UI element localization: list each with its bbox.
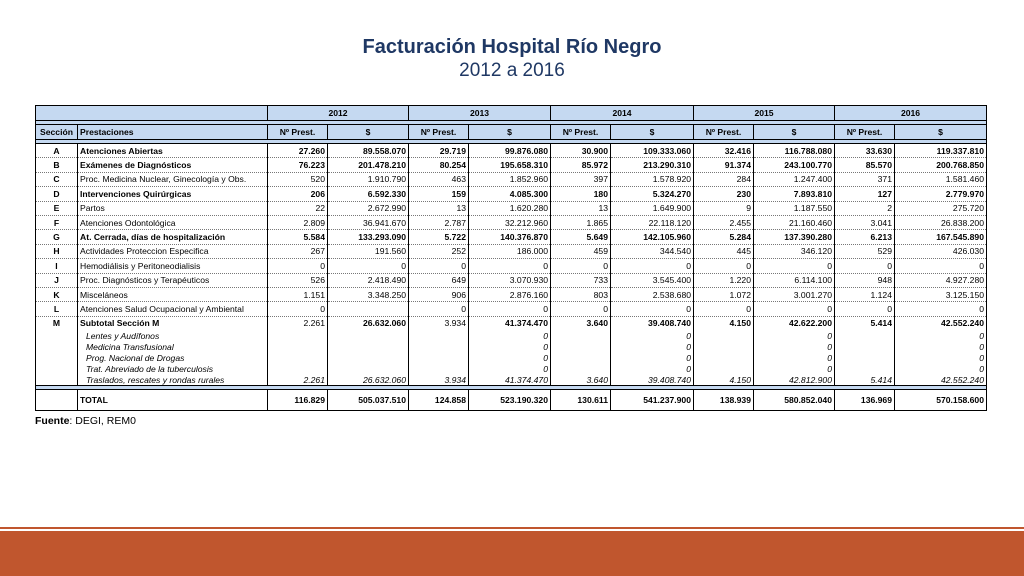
row-value: 206 xyxy=(268,187,328,201)
row-label: Prog. Nacional de Drogas xyxy=(78,352,268,363)
row-value: 344.540 xyxy=(611,244,694,258)
row-value: 0 xyxy=(611,352,694,363)
row-code: B xyxy=(36,158,78,172)
row-value: 4.927.280 xyxy=(895,273,987,287)
row-value: 463 xyxy=(409,172,469,186)
row-value: 0 xyxy=(469,330,551,341)
row-value xyxy=(694,341,754,352)
row-label: Proc. Diagnósticos y Terapéuticos xyxy=(78,273,268,287)
row-code: M xyxy=(36,316,78,330)
row-label: Misceláneos xyxy=(78,287,268,301)
row-value: 0 xyxy=(611,302,694,316)
row-value xyxy=(328,363,409,374)
row-value: 2.876.160 xyxy=(469,287,551,301)
subtotal-row xyxy=(36,316,987,330)
row-value: 3.640 xyxy=(551,374,611,386)
row-value: 41.374.470 xyxy=(469,374,551,386)
column-header-money: $ xyxy=(895,125,987,140)
row-value: 0 xyxy=(754,330,835,341)
table-row xyxy=(36,187,987,201)
row-value: 3.640 xyxy=(551,316,611,330)
row-label: Lentes y Audífonos xyxy=(78,330,268,341)
row-value xyxy=(268,341,328,352)
row-value: 0 xyxy=(754,363,835,374)
row-value: 32.416 xyxy=(694,144,754,158)
row-value xyxy=(409,363,469,374)
year-header: 2016 xyxy=(835,106,987,121)
row-value: 426.030 xyxy=(895,244,987,258)
row-value xyxy=(551,341,611,352)
table-row xyxy=(36,302,987,316)
row-code xyxy=(36,374,78,386)
row-value: 85.570 xyxy=(835,158,895,172)
row-code xyxy=(36,330,78,341)
row-value: 3.001.270 xyxy=(754,287,835,301)
row-value: 76.223 xyxy=(268,158,328,172)
row-value: 99.876.080 xyxy=(469,144,551,158)
row-value: 371 xyxy=(835,172,895,186)
row-value: 2.261 xyxy=(268,316,328,330)
row-value: 195.658.310 xyxy=(469,158,551,172)
row-value: 32.212.960 xyxy=(469,215,551,229)
row-value: 0 xyxy=(895,330,987,341)
row-label: Atenciones Odontológica xyxy=(78,215,268,229)
row-value: 1.072 xyxy=(694,287,754,301)
row-label: At. Cerrada, días de hospitalización xyxy=(78,230,268,244)
row-value: 21.160.460 xyxy=(754,215,835,229)
row-value: 0 xyxy=(328,259,409,273)
row-value: 0 xyxy=(469,363,551,374)
row-value: 0 xyxy=(611,363,694,374)
row-value: 3.125.150 xyxy=(895,287,987,301)
row-value: 167.545.890 xyxy=(895,230,987,244)
row-value: 127 xyxy=(835,187,895,201)
row-code: E xyxy=(36,201,78,215)
row-value: 733 xyxy=(551,273,611,287)
row-value: 3.041 xyxy=(835,215,895,229)
row-value xyxy=(268,363,328,374)
row-code: C xyxy=(36,172,78,186)
row-value: 5.414 xyxy=(835,374,895,386)
row-value: 0 xyxy=(754,352,835,363)
row-value: 6.114.100 xyxy=(754,273,835,287)
row-value: 649 xyxy=(409,273,469,287)
row-value: 36.941.670 xyxy=(328,215,409,229)
row-value: 5.722 xyxy=(409,230,469,244)
row-label: Hemodiálisis y Peritoneodialisis xyxy=(78,259,268,273)
row-value: 1.220 xyxy=(694,273,754,287)
row-value: 5.584 xyxy=(268,230,328,244)
row-value: 230 xyxy=(694,187,754,201)
billing-table xyxy=(35,105,987,411)
row-value: 2.538.680 xyxy=(611,287,694,301)
row-value: 5.284 xyxy=(694,230,754,244)
row-label: Partos xyxy=(78,201,268,215)
row-code: A xyxy=(36,144,78,158)
row-code: J xyxy=(36,273,78,287)
row-value xyxy=(409,330,469,341)
row-value xyxy=(835,352,895,363)
total-label: TOTAL xyxy=(78,390,268,411)
row-value: 0 xyxy=(469,302,551,316)
row-value: 0 xyxy=(694,302,754,316)
sub-row xyxy=(36,330,987,341)
row-value: 39.408.740 xyxy=(611,374,694,386)
column-header-prest: Nº Prest. xyxy=(835,125,895,140)
row-value: 2.455 xyxy=(694,215,754,229)
row-value: 5.414 xyxy=(835,316,895,330)
row-value xyxy=(694,330,754,341)
row-value xyxy=(694,352,754,363)
row-value: 1.578.920 xyxy=(611,172,694,186)
year-header: 2012 xyxy=(268,106,409,121)
row-value: 346.120 xyxy=(754,244,835,258)
row-value: 0 xyxy=(469,259,551,273)
row-value: 22 xyxy=(268,201,328,215)
total-value: 541.237.900 xyxy=(611,390,694,411)
row-value: 0 xyxy=(754,259,835,273)
row-value xyxy=(268,330,328,341)
column-header-money: $ xyxy=(328,125,409,140)
row-value: 200.768.850 xyxy=(895,158,987,172)
row-value: 41.374.470 xyxy=(469,316,551,330)
table-row xyxy=(36,144,987,158)
row-value: 0 xyxy=(835,259,895,273)
footer-bar xyxy=(0,531,1024,576)
row-value xyxy=(409,341,469,352)
row-value xyxy=(409,352,469,363)
year-header: 2015 xyxy=(694,106,835,121)
row-value: 0 xyxy=(611,341,694,352)
table-row xyxy=(36,230,987,244)
row-value: 159 xyxy=(409,187,469,201)
row-value: 142.105.960 xyxy=(611,230,694,244)
row-label: Trat. Abreviado de la tuberculosis xyxy=(78,363,268,374)
row-value: 275.720 xyxy=(895,201,987,215)
total-value: 138.939 xyxy=(694,390,754,411)
row-value xyxy=(328,330,409,341)
row-value: 2.672.990 xyxy=(328,201,409,215)
row-value: 459 xyxy=(551,244,611,258)
row-label: Intervenciones Quirúrgicas xyxy=(78,187,268,201)
total-value: 136.969 xyxy=(835,390,895,411)
row-value: 948 xyxy=(835,273,895,287)
row-label: Proc. Medicina Nuclear, Ginecología y Obs. xyxy=(78,172,268,186)
row-value: 0 xyxy=(469,352,551,363)
row-value: 133.293.090 xyxy=(328,230,409,244)
row-label: Atenciones Salud Ocupacional y Ambiental xyxy=(78,302,268,316)
row-value: 0 xyxy=(895,259,987,273)
row-value: 30.900 xyxy=(551,144,611,158)
row-value xyxy=(835,330,895,341)
row-value xyxy=(694,363,754,374)
table-row xyxy=(36,201,987,215)
row-value: 4.085.300 xyxy=(469,187,551,201)
row-value: 5.324.270 xyxy=(611,187,694,201)
row-value: 1.620.280 xyxy=(469,201,551,215)
row-value: 0 xyxy=(754,302,835,316)
row-value: 0 xyxy=(611,259,694,273)
sub-row xyxy=(36,363,987,374)
row-value: 9 xyxy=(694,201,754,215)
row-value: 201.478.210 xyxy=(328,158,409,172)
row-value: 186.000 xyxy=(469,244,551,258)
year-header: 2013 xyxy=(409,106,551,121)
row-value: 22.118.120 xyxy=(611,215,694,229)
row-value: 3.070.930 xyxy=(469,273,551,287)
table-row xyxy=(36,273,987,287)
row-value: 13 xyxy=(551,201,611,215)
row-value: 89.558.070 xyxy=(328,144,409,158)
column-header-money: $ xyxy=(469,125,551,140)
row-value: 0 xyxy=(551,259,611,273)
column-header-prest: Nº Prest. xyxy=(551,125,611,140)
table-row xyxy=(36,259,987,273)
row-value xyxy=(835,363,895,374)
row-value: 1.852.960 xyxy=(469,172,551,186)
row-code xyxy=(36,363,78,374)
row-value: 26.632.060 xyxy=(328,316,409,330)
column-header-prestaciones: Prestaciones xyxy=(78,125,268,140)
total-value: 124.858 xyxy=(409,390,469,411)
row-value: 2.418.490 xyxy=(328,273,409,287)
table-row xyxy=(36,172,987,186)
row-value: 1.187.550 xyxy=(754,201,835,215)
row-value: 42.552.240 xyxy=(895,374,987,386)
column-header-row xyxy=(36,125,987,140)
row-value: 0 xyxy=(268,302,328,316)
row-value: 3.934 xyxy=(409,374,469,386)
row-value: 2.809 xyxy=(268,215,328,229)
row-value: 906 xyxy=(409,287,469,301)
row-value: 39.408.740 xyxy=(611,316,694,330)
row-value: 180 xyxy=(551,187,611,201)
row-value: 0 xyxy=(268,259,328,273)
row-value: 42.622.200 xyxy=(754,316,835,330)
total-value: 130.611 xyxy=(551,390,611,411)
row-value: 80.254 xyxy=(409,158,469,172)
year-header-blank xyxy=(36,106,268,121)
row-value: 6.213 xyxy=(835,230,895,244)
row-value: 284 xyxy=(694,172,754,186)
table-row xyxy=(36,287,987,301)
sub-row xyxy=(36,374,987,386)
row-value: 116.788.080 xyxy=(754,144,835,158)
row-value: 520 xyxy=(268,172,328,186)
row-value: 0 xyxy=(469,341,551,352)
row-value: 1.124 xyxy=(835,287,895,301)
row-value: 0 xyxy=(895,302,987,316)
row-value: 4.150 xyxy=(694,316,754,330)
row-value: 1.151 xyxy=(268,287,328,301)
source-text: : DEGI, REM0 xyxy=(69,415,136,427)
row-value: 91.374 xyxy=(694,158,754,172)
sub-row xyxy=(36,341,987,352)
row-value xyxy=(328,341,409,352)
row-value: 803 xyxy=(551,287,611,301)
row-value xyxy=(328,302,409,316)
page-subtitle: 2012 a 2016 xyxy=(459,60,565,81)
row-code: G xyxy=(36,230,78,244)
row-code: K xyxy=(36,287,78,301)
row-value: 140.376.870 xyxy=(469,230,551,244)
row-code: H xyxy=(36,244,78,258)
row-value: 0 xyxy=(835,302,895,316)
row-value: 119.337.810 xyxy=(895,144,987,158)
row-value: 1.865 xyxy=(551,215,611,229)
row-code: D xyxy=(36,187,78,201)
row-value: 0 xyxy=(895,363,987,374)
row-value: 42.812.900 xyxy=(754,374,835,386)
row-value: 85.972 xyxy=(551,158,611,172)
row-value: 0 xyxy=(409,259,469,273)
row-value: 6.592.330 xyxy=(328,187,409,201)
total-value: 505.037.510 xyxy=(328,390,409,411)
row-value xyxy=(328,352,409,363)
row-value: 1.910.790 xyxy=(328,172,409,186)
row-label: Subtotal Sección M xyxy=(78,316,268,330)
table-row xyxy=(36,244,987,258)
row-value: 397 xyxy=(551,172,611,186)
page-title: Facturación Hospital Río Negro xyxy=(362,36,662,58)
row-value: 26.632.060 xyxy=(328,374,409,386)
row-value: 2.779.970 xyxy=(895,187,987,201)
total-value: 580.852.040 xyxy=(754,390,835,411)
row-value: 42.552.240 xyxy=(895,316,987,330)
row-value: 2 xyxy=(835,201,895,215)
row-code: F xyxy=(36,215,78,229)
sub-row xyxy=(36,352,987,363)
row-value: 1.649.900 xyxy=(611,201,694,215)
row-value: 0 xyxy=(754,341,835,352)
row-value: 243.100.770 xyxy=(754,158,835,172)
row-value: 1.247.400 xyxy=(754,172,835,186)
row-value xyxy=(835,341,895,352)
row-value: 0 xyxy=(611,330,694,341)
column-header-prest: Nº Prest. xyxy=(268,125,328,140)
row-code: I xyxy=(36,259,78,273)
row-value: 109.333.060 xyxy=(611,144,694,158)
row-value: 2.787 xyxy=(409,215,469,229)
row-value: 3.545.400 xyxy=(611,273,694,287)
row-value: 0 xyxy=(895,341,987,352)
row-value: 213.290.310 xyxy=(611,158,694,172)
row-value: 191.560 xyxy=(328,244,409,258)
row-value: 137.390.280 xyxy=(754,230,835,244)
row-value: 0 xyxy=(895,352,987,363)
column-header-money: $ xyxy=(754,125,835,140)
total-value: 116.829 xyxy=(268,390,328,411)
row-value: 526 xyxy=(268,273,328,287)
row-value: 29.719 xyxy=(409,144,469,158)
column-header-seccion: Sección xyxy=(36,125,78,140)
total-row xyxy=(36,390,987,411)
row-value xyxy=(551,330,611,341)
row-value: 1.581.460 xyxy=(895,172,987,186)
row-value: 27.260 xyxy=(268,144,328,158)
source-note xyxy=(35,415,136,427)
row-label: Traslados, rescates y rondas rurales xyxy=(78,374,268,386)
row-code xyxy=(36,341,78,352)
row-code: L xyxy=(36,302,78,316)
row-value: 0 xyxy=(409,302,469,316)
year-header: 2014 xyxy=(551,106,694,121)
row-value: 529 xyxy=(835,244,895,258)
row-value: 5.649 xyxy=(551,230,611,244)
row-value: 26.838.200 xyxy=(895,215,987,229)
row-value: 445 xyxy=(694,244,754,258)
column-header-prest: Nº Prest. xyxy=(694,125,754,140)
table-row xyxy=(36,215,987,229)
row-code xyxy=(36,390,78,411)
row-value xyxy=(268,352,328,363)
row-value: 3.348.250 xyxy=(328,287,409,301)
row-value: 252 xyxy=(409,244,469,258)
row-value: 33.630 xyxy=(835,144,895,158)
row-value: 3.934 xyxy=(409,316,469,330)
row-value xyxy=(551,352,611,363)
row-value: 0 xyxy=(694,259,754,273)
row-value: 7.893.810 xyxy=(754,187,835,201)
source-label: Fuente xyxy=(35,415,70,427)
table-row xyxy=(36,158,987,172)
row-label: Actividades Proteccion Especifica xyxy=(78,244,268,258)
row-value: 4.150 xyxy=(694,374,754,386)
year-header-row xyxy=(36,106,987,121)
column-header-prest: Nº Prest. xyxy=(409,125,469,140)
column-header-money: $ xyxy=(611,125,694,140)
row-label: Exámenes de Diagnósticos xyxy=(78,158,268,172)
row-label: Atenciones Abiertas xyxy=(78,144,268,158)
row-value: 2.261 xyxy=(268,374,328,386)
footer-line xyxy=(0,527,1024,529)
row-value: 267 xyxy=(268,244,328,258)
row-label: Medicina Transfusional xyxy=(78,341,268,352)
row-code xyxy=(36,352,78,363)
row-value xyxy=(551,363,611,374)
total-value: 523.190.320 xyxy=(469,390,551,411)
total-value: 570.158.600 xyxy=(895,390,987,411)
row-value: 0 xyxy=(551,302,611,316)
row-value: 13 xyxy=(409,201,469,215)
